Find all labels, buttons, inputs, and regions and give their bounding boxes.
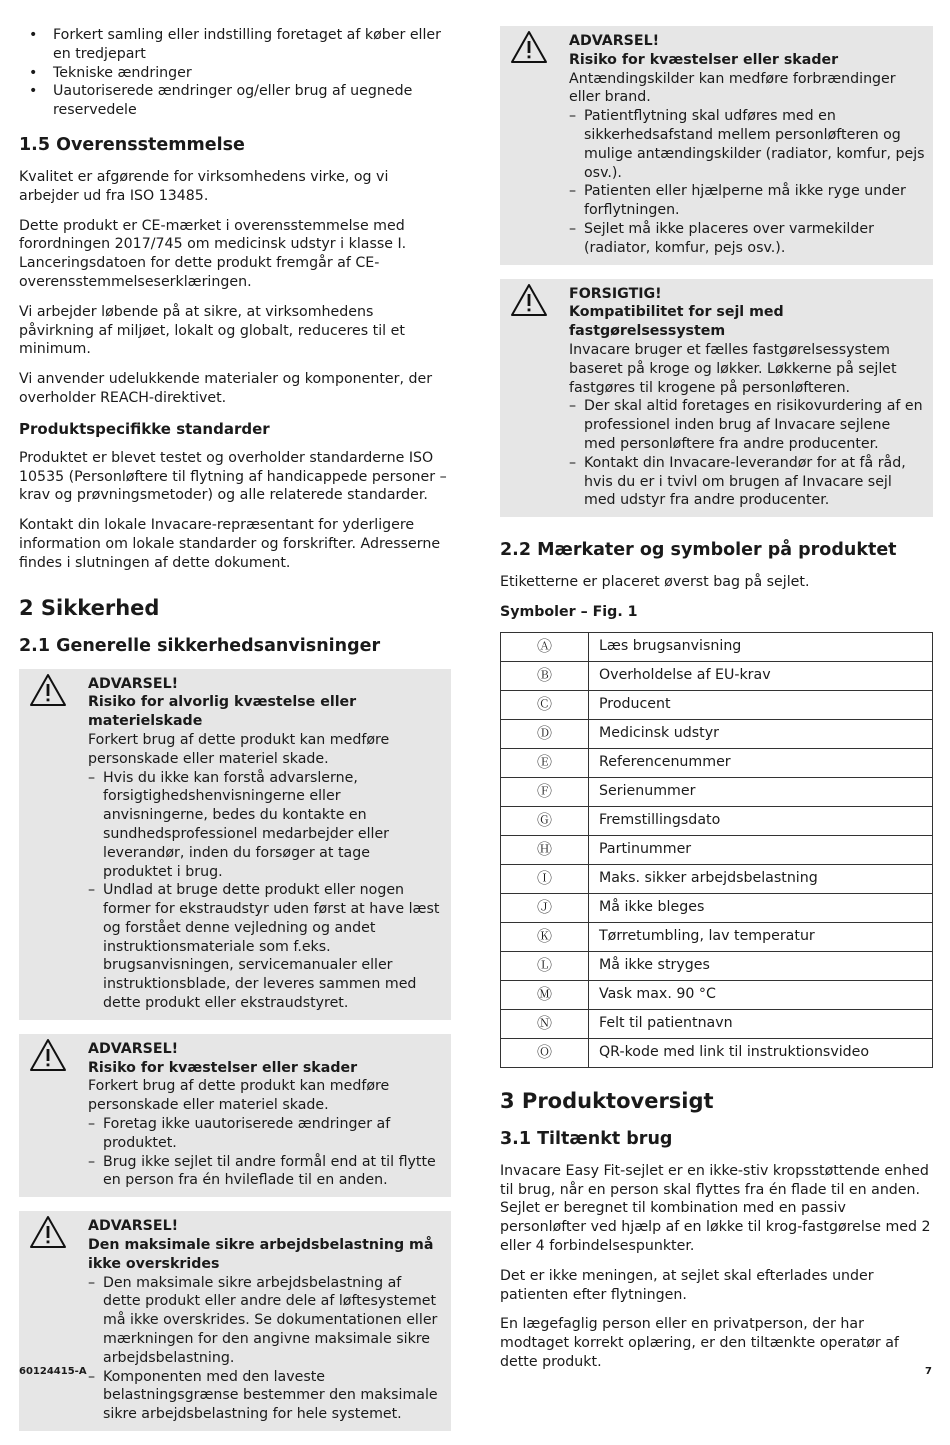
warning-list-item: – Komponenten med den laveste belastningsgrænse bestemmer den maksimale sikre arbejdsbelastning for hele systemet. (88, 1368, 443, 1424)
warning-list-item: – Brug ikke sejlet til andre formål end at til flytte en person fra én hvileflade til en anden. (88, 1153, 443, 1191)
symbol-key: Ⓛ (501, 951, 589, 980)
table-row (501, 922, 933, 951)
table-row (501, 951, 933, 980)
page-number: 7 (925, 1366, 932, 1377)
list-item: • Forkert samling eller indstilling foretaget af køber eller en tredjepart (19, 26, 451, 64)
warning-label: ADVARSEL! (88, 1040, 179, 1057)
symbol-label: Serienummer (589, 777, 933, 806)
symbol-key: Ⓕ (501, 777, 589, 806)
warning-list-item: – Den maksimale sikre arbejdsbelastning af dette produkt eller andre dele af løftesystemet må ikke overskrides. Se dokumentationen eller mærkningen for den angivne maksimale sikre arbejdsbelastning. (88, 1274, 443, 1368)
warning-box (19, 669, 451, 1020)
symbol-key: Ⓚ (501, 922, 589, 951)
paragraph: Produktet er blevet testet og overholder standarderne ISO 10535 (Personløftere til flytning af handicappede personer – krav og prøvningsmetoder) og alle relaterede standarder. (19, 449, 447, 504)
warning-label: ADVARSEL! (88, 1218, 179, 1235)
paragraph: En lægefaglig person eller en privatperson, der har modtaget korrekt oplæring, er den tiltænkte operatør af dette produkt. (500, 1316, 899, 1370)
symbol-label: Overholdelse af EU-krav (589, 661, 933, 690)
symbols-caption: Symboler – Fig. 1 (500, 603, 638, 620)
list-item: • Uautoriserede ændringer og/eller brug af uegnede reservedele (19, 82, 451, 120)
caution-list-item: – Kontakt din Invacare-leverandør for at få råd, hvis du er i tvivl om brugen af Invacare sejl med udstyr fra andre producenter. (569, 454, 925, 510)
symbol-key: Ⓘ (501, 864, 589, 893)
warning-heading: Den maksimale sikre arbejdsbelastning må ikke overskrides (88, 1237, 434, 1272)
warning-list-item: – Patientflytning skal udføres med en sikkerhedsafstand mellem personløfteren og mulige antændingskilder (radiator, komfur, pejs osv.). (569, 107, 925, 182)
symbol-label: Vask max. 90 °C (589, 980, 933, 1009)
symbol-label: Må ikke bleges (589, 893, 933, 922)
warning-triangle-icon (510, 30, 548, 64)
symbol-label: Må ikke stryges (589, 951, 933, 980)
symbol-key: Ⓙ (501, 893, 589, 922)
symbol-key: Ⓒ (501, 690, 589, 719)
right-column (500, 26, 933, 1383)
table-row (501, 980, 933, 1009)
warning-triangle-icon (510, 283, 548, 317)
liability-bullet-list (19, 26, 451, 120)
symbol-key: Ⓜ (501, 980, 589, 1009)
table-row (501, 806, 933, 835)
table-row (501, 690, 933, 719)
caution-label: FORSIGTIG! (569, 285, 662, 302)
symbol-label: Felt til patientnavn (589, 1009, 933, 1038)
section-heading-intended-use: 3.1 Tiltænkt brug (500, 1128, 673, 1149)
list-item: • Tekniske ændringer (19, 64, 451, 83)
warning-label: ADVARSEL! (569, 33, 660, 49)
symbol-label: Producent (589, 690, 933, 719)
symbol-key: Ⓓ (501, 719, 589, 748)
chapter-heading-product-overview: 3 Produktoversigt (500, 1088, 714, 1113)
symbols-table (500, 632, 933, 1068)
warning-label: ADVARSEL! (88, 675, 179, 692)
symbol-key: Ⓞ (501, 1038, 589, 1067)
symbol-label: Maks. sikker arbejdsbelastning (589, 864, 933, 893)
paragraph: Vi anvender udelukkende materialer og komponenter, der overholder REACH-direktivet. (19, 371, 433, 406)
warning-triangle-icon (29, 673, 67, 707)
table-row (501, 1038, 933, 1067)
warning-text: Forkert brug af dette produkt kan medføre personskade eller materiel skade. (88, 731, 390, 767)
table-row (501, 748, 933, 777)
table-row (501, 632, 933, 661)
warning-heading: Risiko for kvæstelser eller skader (88, 1059, 358, 1076)
warning-box (19, 1211, 451, 1431)
table-row (501, 777, 933, 806)
document-number: 60124415-A (19, 1366, 87, 1377)
symbol-label: Tørretumbling, lav temperatur (589, 922, 933, 951)
caution-list-item: – Der skal altid foretages en risikovurdering af en professionel inden brug af Invacare sejlene med personløftere fra andre producenter. (569, 397, 925, 453)
warning-box (19, 1034, 451, 1197)
table-row (501, 864, 933, 893)
paragraph: Kvalitet er afgørende for virksomhedens virke, og vi arbejder ud fra ISO 13485. (19, 168, 389, 204)
symbol-key: Ⓖ (501, 806, 589, 835)
warning-heading: Risiko for alvorlig kvæstelse eller materielskade (88, 694, 357, 730)
symbol-key: Ⓝ (501, 1009, 589, 1038)
warning-text: Forkert brug af dette produkt kan medføre personskade eller materiel skade. (88, 1078, 390, 1114)
symbol-label: Fremstillingsdato (589, 806, 933, 835)
symbol-label: Referencenummer (589, 748, 933, 777)
section-heading-labels-symbols: 2.2 Mærkater og symboler på produktet (500, 540, 897, 561)
table-row (501, 1009, 933, 1038)
paragraph: Invacare Easy Fit-sejlet er en ikke-stiv kropsstøttende enhed til brug, når en person skal flyttes fra én flade til en anden. Sejlet er beregnet til kombination med en passiv personløfter ved hjælp af en løkke til krog-fastgørelse med 2 eller 4 forbindelsespunkter. (500, 1162, 931, 1254)
caution-heading: Kompatibilitet for sejl med fastgørelsessystem (569, 304, 784, 340)
left-column (19, 26, 451, 1445)
warning-text: Antændingskilder kan medføre forbrændinger eller brand. (569, 70, 896, 106)
paragraph: Etiketterne er placeret øverst bag på sejlet. (500, 574, 810, 591)
section-heading-conformity: 1.5 Overensstemmelse (19, 134, 245, 155)
warning-triangle-icon (29, 1038, 67, 1072)
symbol-label: Medicinsk udstyr (589, 719, 933, 748)
table-row (501, 719, 933, 748)
subheading-product-standards: Produktspecifikke standarder (19, 419, 270, 438)
table-row (501, 661, 933, 690)
paragraph: Kontakt din lokale Invacare-repræsentant for yderligere information om lokale standarder og forskrifter. Adresserne findes i slutningen af dette dokument. (19, 517, 441, 571)
symbol-label: QR-kode med link til instruktionsvideo (589, 1038, 933, 1067)
caution-box (500, 279, 933, 518)
symbol-label: Partinummer (589, 835, 933, 864)
warning-box (500, 26, 933, 265)
table-row (501, 835, 933, 864)
symbol-key: Ⓔ (501, 748, 589, 777)
warning-list-item: – Undlad at bruge dette produkt eller nogen former for ekstraudstyr uden først at have læst og forstået denne vejledning og andet instruktionsmateriale som f.eks. brugsanvisningen, servicemanualer eller instruktionsblade, der leveres sammen med dette produkt eller ekstraudstyret. (88, 881, 443, 1013)
warning-list-item: – Hvis du ikke kan forstå advarslerne, forsigtighedshenvisningerne eller anvisningerne, bedes du kontakte en sundhedsprofessionel medarbejder eller leverandør, inden du forsøger at tage produktet i brug. (88, 769, 443, 882)
warning-list-item: – Sejlet må ikke placeres over varmekilder (radiator, komfur, pejs osv.). (569, 220, 925, 258)
paragraph: Dette produkt er CE-mærket i overensstemmelse med forordningen 2017/745 om medicinsk udstyr i klasse I. Lanceringsdatoen for dette produkt fremgår af CE-overensstemmelseserklæringen. (19, 217, 407, 290)
warning-heading: Risiko for kvæstelser eller skader (569, 51, 839, 68)
symbol-key: Ⓗ (501, 835, 589, 864)
symbol-label: Læs brugsanvisning (589, 632, 933, 661)
section-heading-general-safety: 2.1 Generelle sikkerhedsanvisninger (19, 635, 381, 656)
symbol-key: Ⓑ (501, 661, 589, 690)
caution-text: Invacare bruger et fælles fastgørelsessystem baseret på kroge og løkker. Løkkerne på sejlet fastgøres til krogene på personløfteren. (569, 341, 897, 396)
chapter-heading-safety: 2 Sikkerhed (19, 595, 160, 620)
warning-triangle-icon (29, 1215, 67, 1249)
warning-list-item: – Foretag ikke uautoriserede ændringer af produktet. (88, 1115, 443, 1153)
warning-list-item: – Patienten eller hjælperne må ikke ryge under forflytningen. (569, 182, 925, 220)
table-row (501, 893, 933, 922)
paragraph: Det er ikke meningen, at sejlet skal efterlades under patienten efter flytningen. (500, 1267, 874, 1303)
symbol-key: Ⓐ (501, 632, 589, 661)
paragraph: Vi arbejder løbende på at sikre, at virksomhedens påvirkning af miljøet, lokalt og globalt, reduceres til et minimum. (19, 303, 405, 358)
